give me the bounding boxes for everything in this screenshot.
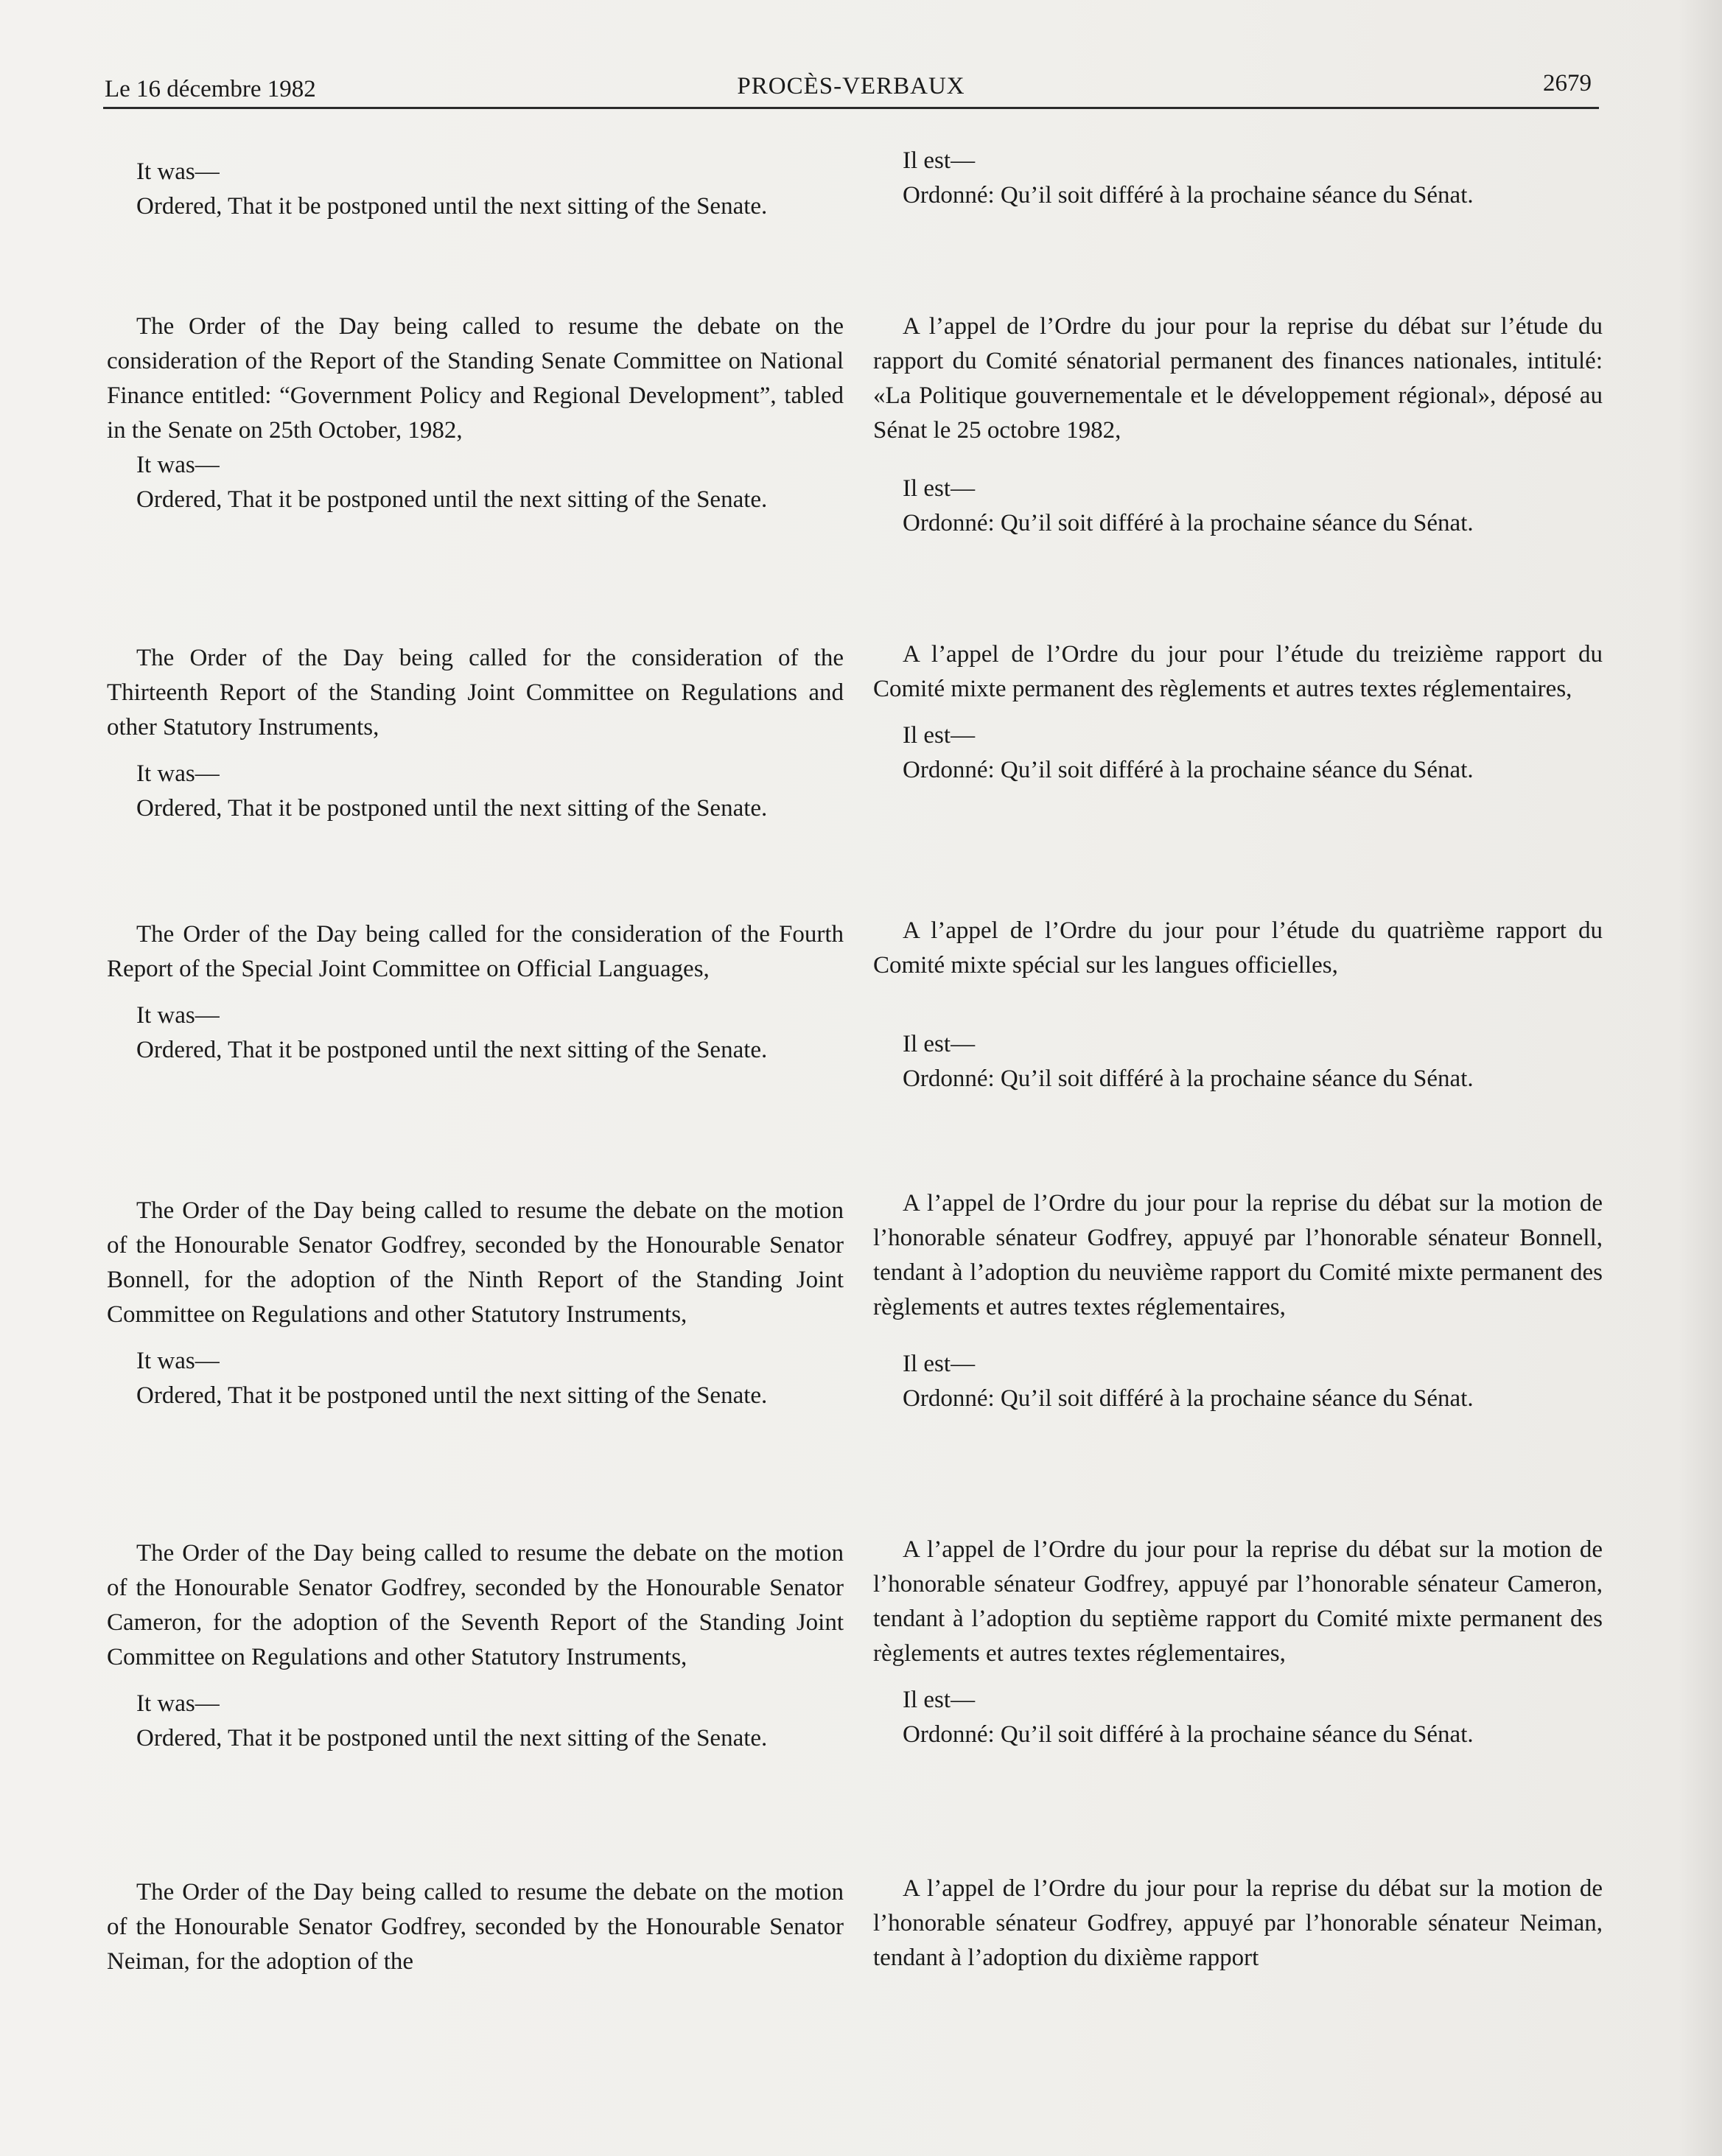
fr-il-est: Il est— (903, 1031, 976, 1057)
fr-il-est: Il est— (903, 722, 976, 749)
en-entry-3 (107, 917, 844, 1068)
header-page-number: 2679 (1543, 70, 1592, 97)
fr-motion: A l’appel de l’Ordre du jour pour la reprise du débat sur la motion de l’honorable sénateur Godfrey, appuyé par l’honorable sénateur Bonnell, tendant à l’adoption du neuvième rapport du Comité mixte permanent des règlements et autres textes réglementaires, (873, 1190, 1603, 1320)
page-edge-shadow (1678, 0, 1722, 2156)
en-entry-2 (107, 641, 844, 826)
header-date: Le 16 décembre 1982 (105, 76, 316, 102)
en-it-was: It was— (136, 452, 220, 478)
en-ordered: Ordered, That it be postponed until the next sitting of the Senate. (136, 486, 768, 513)
fr-il-est: Il est— (903, 147, 976, 174)
fr-entry-0 (873, 144, 1603, 213)
fr-entry-4 (873, 1186, 1603, 1416)
fr-entry-2 (873, 637, 1603, 788)
en-it-was: It was— (136, 760, 220, 787)
en-ordered: Ordered, That it be postponed until the next sitting of the Senate. (136, 193, 768, 220)
fr-il-est: Il est— (903, 1687, 976, 1713)
en-motion: The Order of the Day being called for the consideration of the Fourth Report of the Special Joint Committee on Official Languages, (107, 921, 844, 982)
en-it-was: It was— (136, 158, 220, 185)
en-motion: The Order of the Day being called for the consideration of the Thirteenth Report of the Standing Joint Committee on Regulations and other Statutory Instruments, (107, 645, 844, 741)
en-it-was: It was— (136, 1002, 220, 1029)
en-ordered: Ordered, That it be postponed until the next sitting of the Senate. (136, 795, 768, 822)
fr-il-est: Il est— (903, 475, 976, 502)
fr-motion: A l’appel de l’Ordre du jour pour la reprise du débat sur la motion de l’honorable sénateur Godfrey, appuyé par l’honorable sénateur Cameron, tendant à l’adoption du septième rapport du Comité mixte permanent des règlements et autres textes réglementaires, (873, 1536, 1603, 1667)
fr-entry-1 (873, 309, 1603, 541)
en-entry-6 (107, 1875, 844, 1979)
en-ordered: Ordered, That it be postponed until the next sitting of the Senate. (136, 1037, 768, 1063)
fr-entry-6 (873, 1872, 1603, 1975)
fr-ordonne: Ordonné: Qu’il soit différé à la prochaine séance du Sénat. (903, 757, 1474, 783)
fr-motion: A l’appel de l’Ordre du jour pour l’étude du treizième rapport du Comité mixte permanent des règlements et autres textes réglementaires, (873, 641, 1603, 702)
en-ordered: Ordered, That it be postponed until the next sitting of the Senate. (136, 1725, 768, 1751)
header-title: PROCÈS-VERBAUX (737, 73, 965, 99)
fr-entry-5 (873, 1533, 1603, 1752)
fr-ordonne: Ordonné: Qu’il soit différé à la prochaine séance du Sénat. (903, 182, 1474, 209)
fr-motion: A l’appel de l’Ordre du jour pour la reprise du débat sur l’étude du rapport du Comité sénatorial permanent des finances nationales, intitulé: «La Politique gouvernementale et le développement régional», déposé au Sénat le 25 octobre 1982, (873, 313, 1603, 444)
fr-motion: A l’appel de l’Ordre du jour pour l’étude du quatrième rapport du Comité mixte spécial sur les langues officielles, (873, 917, 1603, 979)
en-ordered: Ordered, That it be postponed until the next sitting of the Senate. (136, 1382, 768, 1409)
en-entry-1 (107, 309, 844, 517)
en-entry-0 (107, 155, 844, 224)
fr-ordonne: Ordonné: Qu’il soit différé à la prochaine séance du Sénat. (903, 510, 1474, 536)
fr-ordonne: Ordonné: Qu’il soit différé à la prochaine séance du Sénat. (903, 1721, 1474, 1748)
page-header (103, 70, 1599, 109)
en-motion: The Order of the Day being called to resume the debate on the consideration of the Report of the Standing Senate Committee on National Finance entitled: “Government Policy and Regional Development”, tabled in the Senate on 25th October, 1982, (107, 313, 844, 444)
en-motion: The Order of the Day being called to resume the debate on the motion of the Honourable Senator Godfrey, seconded by the Honourable Senator Cameron, for the adoption of the Seventh Report of the Standing Joint Committee on Regulations and other Statutory Instruments, (107, 1540, 844, 1670)
en-motion: The Order of the Day being called to resume the debate on the motion of the Honourable Senator Godfrey, seconded by the Honourable Senator Neiman, for the adoption of the (107, 1879, 844, 1975)
fr-il-est: Il est— (903, 1351, 976, 1377)
en-motion: The Order of the Day being called to resume the debate on the motion of the Honourable Senator Godfrey, seconded by the Honourable Senator Bonnell, for the adoption of the Ninth Report of the Standing Joint Committee on Regulations and other Statutory Instruments, (107, 1197, 844, 1328)
fr-ordonne: Ordonné: Qu’il soit différé à la prochaine séance du Sénat. (903, 1385, 1474, 1412)
en-it-was: It was— (136, 1690, 220, 1717)
fr-entry-3 (873, 914, 1603, 1096)
fr-ordonne: Ordonné: Qu’il soit différé à la prochaine séance du Sénat. (903, 1065, 1474, 1092)
fr-motion: A l’appel de l’Ordre du jour pour la reprise du débat sur la motion de l’honorable sénateur Godfrey, appuyé par l’honorable sénateur Neiman, tendant à l’adoption du dixième rapport (873, 1875, 1603, 1971)
en-entry-4 (107, 1194, 844, 1413)
en-it-was: It was— (136, 1348, 220, 1374)
en-entry-5 (107, 1536, 844, 1756)
